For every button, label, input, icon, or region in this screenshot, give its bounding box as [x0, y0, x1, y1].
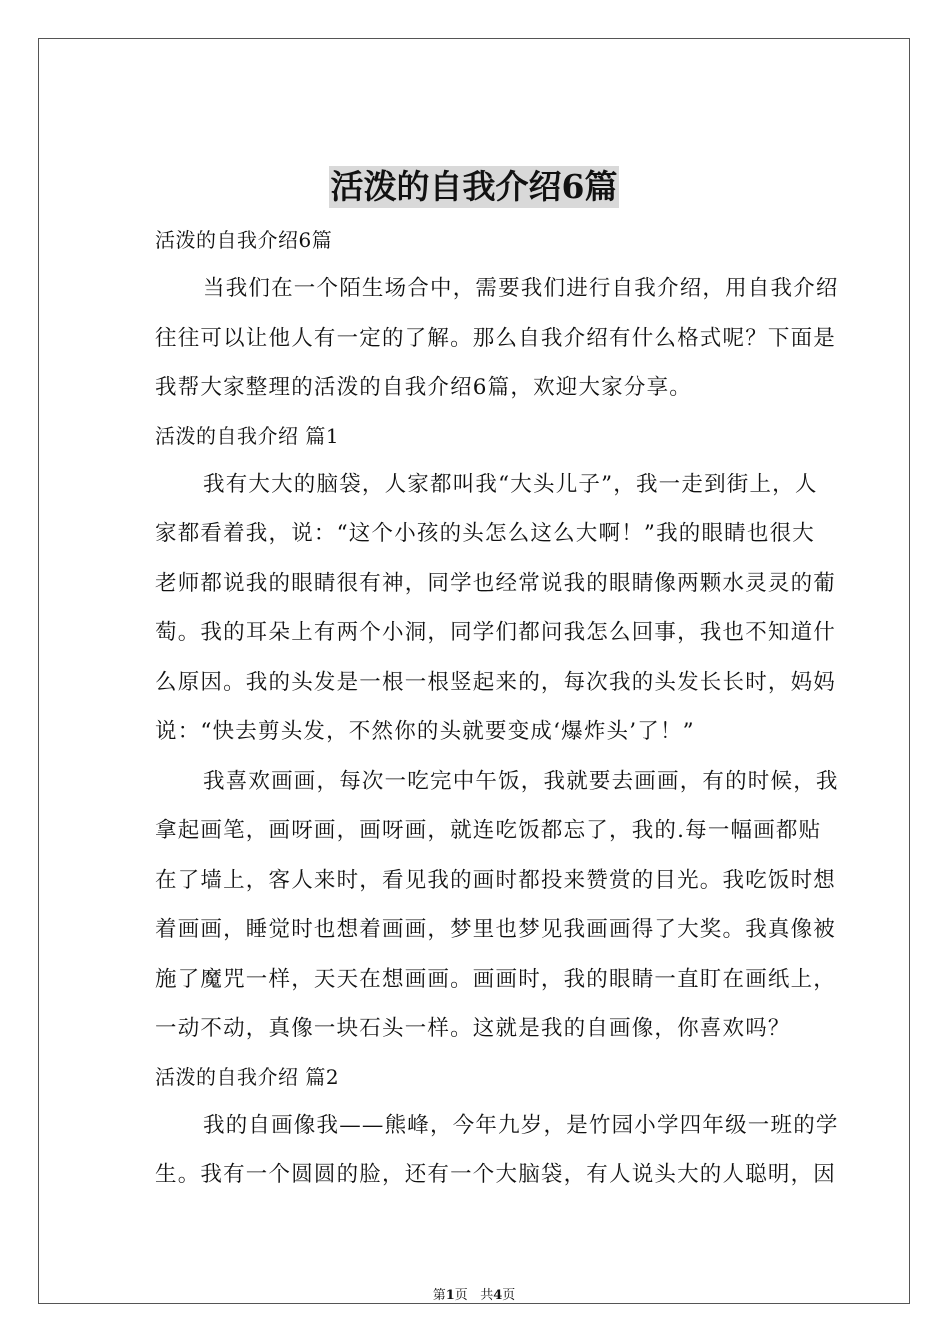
paragraph-line: 拿起画笔，画呀画，画呀画，就连吃饭都忘了，我的.每一幅画都贴 [155, 818, 822, 843]
paragraph-line: 当我们在一个陌生场合中，需要我们进行自我介绍，用自我介绍 [203, 276, 839, 301]
paragraph-line: 一动不动，真像一块石头一样。这就是我的自画像，你喜欢吗？ [155, 1016, 791, 1041]
paragraph-line: 我帮大家整理的活泼的自我介绍6篇，欢迎大家分享。 [155, 375, 692, 400]
paragraph-line: 我喜欢画画，每次一吃完中午饭，我就要去画画，有的时候，我 [203, 768, 839, 794]
page-label-suffix: 页 [454, 1288, 468, 1303]
paragraph-line: 着画画，睡觉时也想着画画，梦里也梦见我画画得了大奖。我真像被 [155, 917, 837, 942]
document-subtitle: 活泼的自我介绍6篇 [155, 228, 333, 252]
document-page [38, 38, 910, 1304]
total-label-suffix: 页 [502, 1288, 516, 1303]
paragraph-line: 生。我有一个圆圆的脸，还有一个大脑袋，有人说头大的人聪明，因 [155, 1162, 837, 1187]
paragraph-line: 萄。我的耳朵上有两个小洞，同学们都问我怎么回事，我也不知道什 [155, 620, 837, 645]
page-footer [39, 1287, 909, 1305]
paragraph-line: 我有大大的脑袋，人家都叫我“大头儿子”，我一走到街上，人 [203, 471, 818, 497]
page-number: 1 [445, 1288, 455, 1303]
paragraph-line: 往往可以让他人有一定的了解。那么自我介绍有什么格式呢？下面是 [155, 325, 837, 351]
paragraph-line: 我的自画像我——熊峰，今年九岁，是竹园小学四年级一班的学 [203, 1112, 839, 1138]
total-pages: 4 [493, 1288, 503, 1303]
paragraph-line: 说：“快去剪头发，不然你的头就要变成‘爆炸头’了！” [155, 719, 695, 744]
section-heading-1: 活泼的自我介绍 篇1 [155, 423, 340, 448]
section-heading-2: 活泼的自我介绍 篇2 [155, 1064, 340, 1089]
document-body [155, 217, 875, 1200]
total-label-prefix: 共 [480, 1288, 494, 1303]
paragraph-line: 在了墙上，客人来时，看见我的画时都投来赞赏的目光。我吃饭时想 [155, 867, 837, 893]
page-label-prefix: 第 [432, 1288, 446, 1303]
document-title: 活泼的自我介绍6篇 [330, 167, 618, 206]
paragraph-line: 么原因。我的头发是一根一根竖起来的，每次我的头发长长时，妈妈 [155, 669, 837, 695]
paragraph-line: 施了魔咒一样，天天在想画画。画画时，我的眼睛一直盯在画纸上， [155, 966, 837, 992]
paragraph-line: 老师都说我的眼睛很有神，同学也经常说我的眼睛像两颗水灵灵的葡 [155, 570, 837, 596]
title-wrap [39, 166, 909, 208]
paragraph-line: 家都看着我，说：“这个小孩的头怎么这么大啊！”我的眼睛也很大 [155, 521, 815, 546]
